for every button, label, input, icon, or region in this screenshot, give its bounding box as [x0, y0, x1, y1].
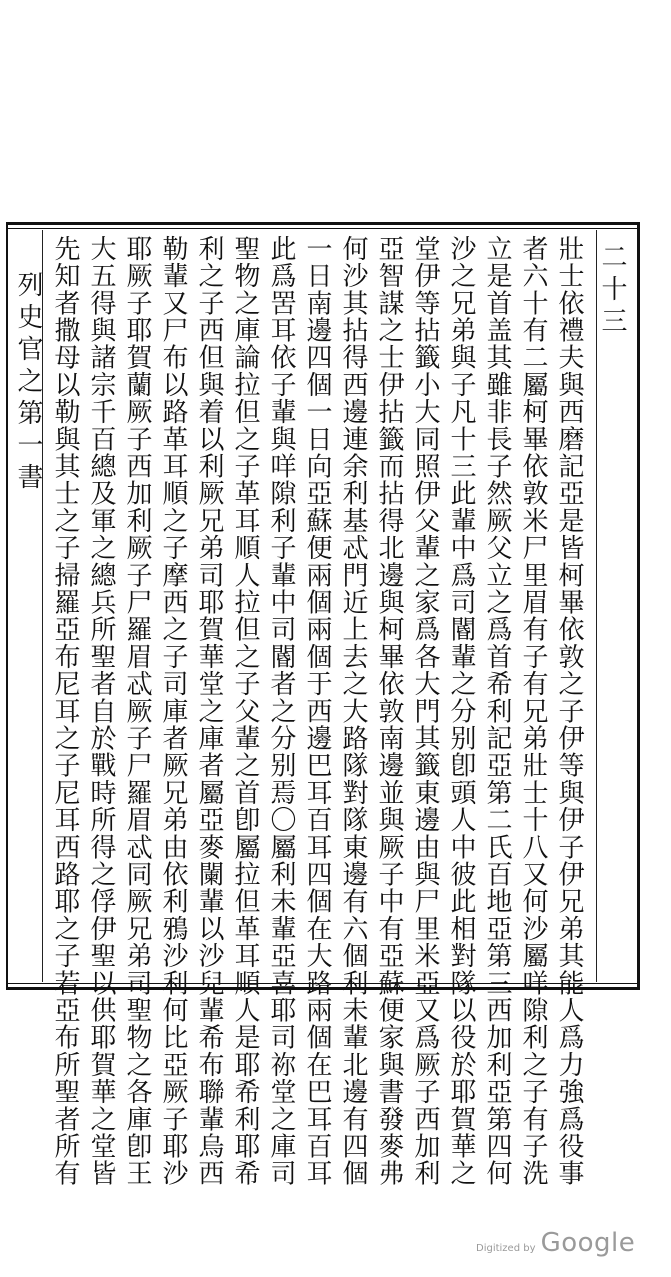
text-column-13: 耶厥子耶賀蘭厥子西加利厥子尸羅眉忒厥子尸羅眉忒同厥兄弟司聖物之各庫卽王: [122, 235, 152, 1187]
watermark-prefix: Digitized by: [476, 1243, 536, 1254]
text-column-15: 先知者撒母以勒與其士之子掃羅亞布尼耳之子尼耳西路耶之子若亞布所聖者所有: [50, 235, 80, 1187]
text-column-12: 勒輩又尸布以路革耳順之子摩西之子司庫者厥兄弟由依利鴉沙利何比亞厥子耶沙: [158, 235, 188, 1187]
page-number: 二十三: [597, 243, 627, 339]
running-title: 列史官之第一書: [13, 271, 43, 495]
text-column-4: 沙之兄弟與子凡十三此輩中爲司閽輩之分别卽頭人中彼此相對隊以役於耶賀華之: [446, 235, 476, 1187]
page-frame: [6, 222, 640, 1187]
text-column-5: 堂伊等拈籤小大同照伊父輩之家爲各大門其籤東邊由與尸里米亞又爲厥子西加利: [410, 235, 440, 1187]
text-column-6: 亞智謀之士伊拈籤而拈得北邊與柯畢依敦南邊並與厥子中有亞蘇便家與書發麥弗: [374, 235, 404, 1187]
text-column-10: 聖物之庫論拉但之子革耳順人拉但之子父輩之首卽屬拉但革耳順人是耶希利耶希: [230, 235, 260, 1187]
text-column-11: 利之子西但與着以利厥兄弟司耶賀華堂之庫者屬亞麥闌輩以沙兒輩希布聯輩烏西: [194, 235, 224, 1187]
column-rule: [42, 230, 43, 982]
text-column-14: 大五得與諸宗千百總及軍之總兵所聖者自於戰時所得之俘伊聖以供耶賀華之堂皆: [86, 235, 116, 1187]
text-column-9: 此爲罟耳依子輩與咩隙利子輩中司閽者之分别焉〇屬利未輩亞喜耶司祢堂之庫司: [266, 235, 296, 1187]
text-column-1: 壯士依禮夫與西磨記亞是皆柯畢依敦之子伊等與伊子伊兄弟其能人爲力強爲役事: [554, 235, 584, 1187]
column-rule: [596, 230, 597, 982]
text-column-3: 立是首盖其雖非長子然厥父立之爲首希利記亞第二氏百地亞第三西加利亞第四何: [482, 235, 512, 1187]
text-column-8: 一日南邊四個一日向亞蘇便兩個兩個于西邊巴耳百耳四個在大路兩個在巴耳百耳: [302, 235, 332, 1187]
google-watermark: [476, 1228, 635, 1258]
text-column-7: 何沙其拈得西邊連余利基忒門近上去之大路隊對隊東邊有六個利未輩北邊有四個: [338, 235, 368, 1187]
google-logo: Google: [540, 1228, 636, 1258]
text-column-2: 者六十有二屬柯畢依敦米尸里眉有子有兄弟壯士十八又何沙屬咩隙利之子有子洗: [518, 235, 548, 1187]
